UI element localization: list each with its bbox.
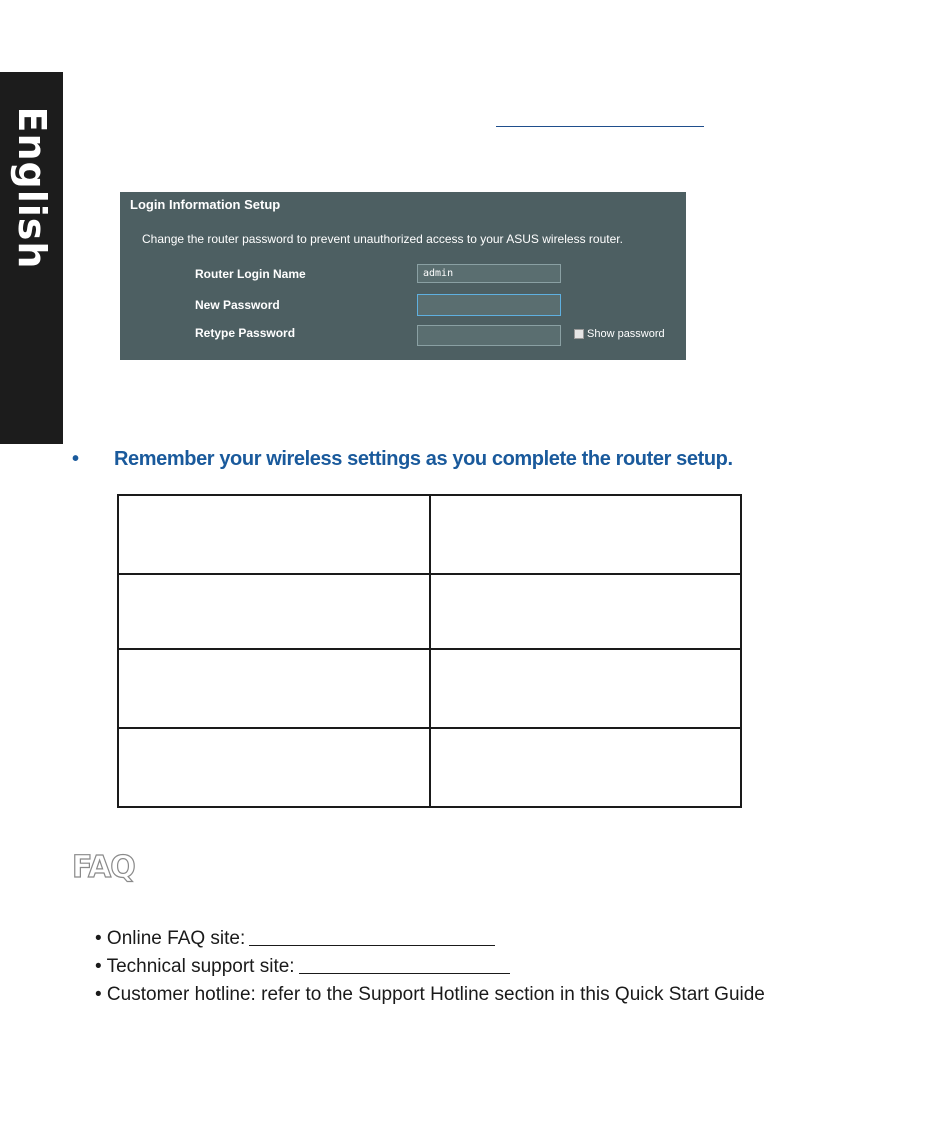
login-info-setup-panel <box>120 192 686 360</box>
table-cell <box>118 574 430 649</box>
panel-description: Change the router password to prevent unauthorized access to your ASUS wireless router. <box>142 232 623 246</box>
show-password-label: Show password <box>587 328 665 340</box>
table-cell <box>118 728 430 807</box>
table-row <box>118 728 741 807</box>
faq-item-label: • Technical support site: <box>95 956 295 977</box>
blank-underline <box>249 944 495 946</box>
table-row <box>118 574 741 649</box>
remember-settings-text: Remember your wireless settings as you complete the router setup. <box>114 448 733 470</box>
language-tab-label: English <box>9 106 54 270</box>
faq-item-hotline <box>95 978 765 1006</box>
language-tab <box>0 72 63 444</box>
bullet: • <box>72 448 79 470</box>
wireless-settings-table <box>117 494 742 808</box>
router-login-name-input[interactable]: admin <box>417 264 561 283</box>
table-cell <box>430 728 742 807</box>
table-cell <box>430 649 742 728</box>
retype-password-input[interactable] <box>417 325 561 346</box>
faq-heading: FAQ <box>72 850 135 885</box>
table-cell <box>118 649 430 728</box>
new-password-input[interactable] <box>417 294 561 316</box>
table-row <box>118 649 741 728</box>
panel-title: Login Information Setup <box>130 197 281 212</box>
table-cell <box>118 495 430 574</box>
remember-settings-heading <box>72 448 733 471</box>
new-password-label: New Password <box>195 298 280 312</box>
show-password-checkbox[interactable] <box>574 329 584 339</box>
faq-item-tech-support <box>95 950 765 978</box>
faq-item-label: • Online FAQ site: <box>95 928 246 949</box>
show-password-toggle[interactable] <box>574 328 665 340</box>
faq-item-online <box>95 922 765 950</box>
retype-password-label: Retype Password <box>195 326 296 340</box>
faq-list <box>95 922 765 1006</box>
table-cell <box>430 574 742 649</box>
router-login-name-label: Router Login Name <box>195 267 306 281</box>
faq-item-label: • Customer hotline: refer to the Support Hotline section in this Quick Start Guide <box>95 984 765 1005</box>
table-row <box>118 495 741 574</box>
blank-underline <box>496 126 704 127</box>
table-cell <box>430 495 742 574</box>
blank-underline <box>299 972 510 974</box>
